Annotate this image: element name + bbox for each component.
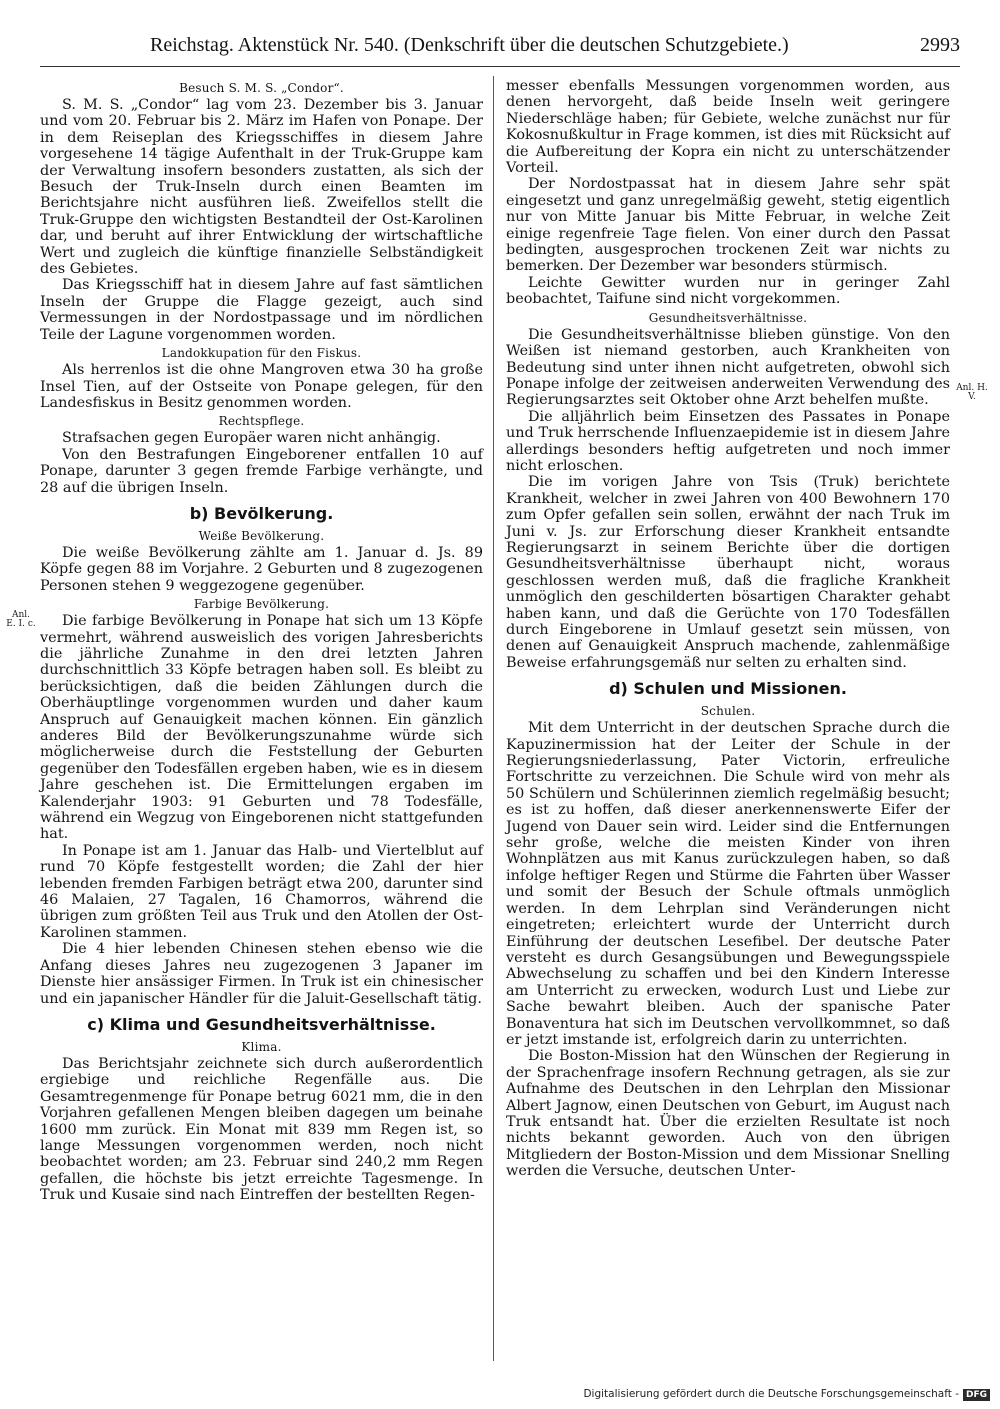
right-column [506,78,950,1180]
paragraph: Die Boston-Mission hat den Wünschen der Regierung in der Sprachenfrage insofern Rechnung getragen, als sie zur Aufnahme des Deutschen in den Lehrplan den Missionar Albert Jagnow, einen Deutschen von Geburt, im August nach Truk entsandt hat. Über die erzielten Resultate ist noch nichts bekannt geworden. Auch von den übrigen Mitgliedern der Boston-Mission und dem Missionar Snelling werden die Versuche, deutschen Unter- [506,1048,950,1180]
paragraph: Von den Bestrafungen Eingeborener entfallen 10 auf Ponape, darunter 3 gegen fremde Farbige verhängte, und 28 auf die übrigen Inseln. [40,446,483,496]
digitization-footer [583,1388,990,1401]
paragraph: Die Gesundheitsverhältnisse blieben günstige. Von den Weißen ist niemand gestorben, auch Krankheiten von Bedeutung sind unter ihnen nicht aufgetreten, obwohl sich Ponape infolge der zeitweisen anderweiten Verwendung des Regierungsarztes seit Oktober ohne Arzt behelfen mußte. [506,326,950,409]
paragraph: Die weiße Bevölkerung zählte am 1. Januar d. Js. 89 Köpfe gegen 88 im Vorjahre. 2 Geburten und 8 zugezogenen Personen stehen 9 weggezogene gegenüber. [40,544,483,594]
left-column [40,78,483,1204]
paragraph: Die 4 hier lebenden Chinesen stehen ebenso wie die Anfang dieses Jahres neu zugezogenen 3 Japaner im Dienste hier ansässiger Firmen. In Truk ist ein chinesischer und ein japanischer Händler für die Jaluit-Gesellschaft tätig. [40,941,483,1007]
margin-note-left: Anl. E. I. c. [6,610,36,629]
dfg-logo: DFG [963,1389,990,1401]
subheading: Klima. [241,1039,282,1054]
paragraph: Leichte Gewitter wurden nur in geringer Zahl beobachtet, Taifune sind nicht vorgekommen. [506,274,950,308]
paragraph: Das Kriegsschiff hat in diesem Jahre auf fast sämtlichen Inseln der Gruppe die Flagge gezeigt, auch sind Vermessungen in der Nordostpassage und im nördlichen Teile der Lagune vorgenommen worden. [40,277,483,343]
paragraph: messer ebenfalls Messungen vorgenommen worden, aus denen hervorgeht, daß beide Inseln weit geringere Niederschläge haben; für Gebiete, welche zunächst nur für Kokosnußkultur in Frage kommen, ist dies mit Rücksicht auf die Aufbereitung der Kopra ein nicht zu unterschätzender Vorteil. [506,78,950,177]
paragraph: Die im vorigen Jahre von Tsis (Truk) berichtete Krankheit, welcher in zwei Jahren von 400 Bewohnern 170 zum Opfer gefallen sein sollen, erwähnt der nach Truk im Juni v. Js. zur Erforschung dieser Krankheit entsandte Regierungsarzt in seinem Berichte über die dortigen Gesundheitsverhältnisse überhaupt nicht, woraus geschlossen werden muß, daß die fragliche Krankheit unmöglich den geschilderten bösartigen Charakter gehabt haben kann, und daß die Gerüchte von 170 Todesfällen durch Eingeborene in Umlauf gesetzt sein müssen, von denen auf Genauigkeit Anspruch machende, zahlenmäßige Beweise erfahrungsgemäß nur selten zu erhalten sind. [506,474,950,671]
subheading: Besuch S. M. S. „Condor“. [179,81,344,95]
column-divider [493,76,494,1361]
running-title: Reichstag. Aktenstück Nr. 540. (Denkschrift über die deutschen Schutzgebiete.) [150,34,789,56]
subheading: Landokkupation für den Fiskus. [161,346,362,361]
subheading: Gesundheitsverhältnisse. [648,310,808,325]
section-heading: b) Bevölkerung. [189,503,334,523]
margin-note-right: Anl. H. V. [956,383,988,402]
subheading: Farbige Bevölkerung. [193,597,330,612]
paragraph: In Ponape ist am 1. Januar das Halb- und Viertelblut auf rund 70 Köpfe festgestellt worden; die Zahl der hier lebenden fremden Farbigen beträgt etwa 200, darunter sind 46 Malaien, 27 Tagalen, 16 Chamorros, während die übrigen zum größten Teil aus Truk und den Atollen der Ost-Karolinen stammen. [40,842,483,941]
paragraph: Das Berichtsjahr zeichnete sich durch außerordentlich ergiebige und reichliche Regenfälle aus. Die Gesamtregenmenge für Ponape betrug 6021 mm, die in den Vorjahren gefallenen Mengen bleiben dagegen um beinahe 1600 mm zurück. Ein Monat mit 839 mm Regen ist, so lange Messungen vorgenommen werden, noch nicht beobachtet worden; am 23. Februar sind 240,2 mm Regen gefallen, die höchste bis jetzt erreichte Tagesmenge. In Truk und Kusaie sind nach Eintreffen der bestellten Regen- [40,1055,483,1204]
subheading: Weiße Bevölkerung. [198,528,325,543]
paragraph: Die farbige Bevölkerung in Ponape hat sich um 13 Köpfe vermehrt, während ausweislich des vorigen Jahresberichts die jährliche Zunahme in den drei letzten Jahren durchschnittlich 33 Köpfe betragen haben soll. Es bleibt zu berücksichtigen, daß die beiden Zählungen durch die Oberhäuptlinge vorgenommen wurden und daher kaum Anspruch auf Genauigkeit machen können. Ein gänzlich anderes Bild der Bevölkerungszunahme würde sich möglicherweise durch die Feststellung der Geburten gegenüber den Todesfällen ergeben haben, wie es in diesem Jahre geschehen ist. Die Ermittelungen ergaben im Kalenderjahr 1903: 91 Geburten und 78 Todesfälle, während ein Wegzug von Eingeborenen nicht stattgefunden hat. [40,613,483,843]
paragraph: Mit dem Unterricht in der deutschen Sprache durch die Kapuzinermission hat der Leiter der Schule in der Regierungsniederlassung, Pater Victorin, erfreuliche Fortschritte zu verzeichnen. Die Schule wird von mehr als 50 Schülern und Schülerinnen ziemlich regelmäßig besucht; es ist zu hoffen, daß dieser anerkennenswerte Eifer der Jugend von Dauer sein wird. Leider sind die Entfernungen sehr große, welche die meisten Kinder von ihren Wohnplätzen aus mit Kanus zurückzulegen haben, so daß infolge heftiger Regen und Stürme die Fahrten über Wasser und somit der Besuch der Schule oftmals unmöglich werden. In dem Lehrplan sind Veränderungen nicht eingetreten; erleichtert wurde der Unterricht durch Einführung der deutschen Lesefibel. Der deutsche Pater versteht es durch Gesangsübungen und Bewegungsspiele Abwechselung zu schaffen und bei den Kindern Interesse am Unterricht zu erwecken, wodurch Lust und Liebe zur Sache bewahrt bleiben. Auch der spanische Pater Bonaventura hat sich im Deutschen vervollkommnet, so daß er jetzt imstande ist, erfolgreich darin zu unterrichten. [506,720,950,1048]
paragraph: Als herrenlos ist die ohne Mangroven etwa 30 ha große Insel Tien, auf der Ostseite von Ponape gelegen, für den Landesfiskus in Besitz genommen worden. [40,362,483,411]
section-heading: c) Klima und Gesundheitsverhältnisse. [87,1014,436,1034]
page-header [40,30,960,67]
paragraph: S. M. S. „Condor“ lag vom 23. Dezember bis 3. Januar und vom 20. Februar bis 2. März im Hafen von Ponape. Der in dem Reiseplan des Kriegsschiffes in diesem Jahre vorgesehene 14 tägige Aufenthalt in der Truk-Gruppe kam der Verwaltung insofern besonders zustatten, als sich der Besuch der Truk-Inseln durch einen Beamten im Berichtsjahre nicht ausführen ließ. Zweifellos stellt die Truk-Gruppe den wichtigsten Bestandteil der Ost-Karolinen dar, und beruht auf ihrer Entwicklung der wirtschaftliche Wert und zugleich die künftige finanzielle Selbständigkeit des Gebietes. [40,97,483,278]
subheading: Rechtspflege. [218,414,305,429]
paragraph: Strafsachen gegen Europäer waren nicht anhängig. [62,430,441,447]
paragraph: Der Nordostpassat hat in diesem Jahre sehr spät eingesetzt und ganz unregelmäßig geweht, stetig eigentlich nur von Mitte Januar bis Mitte Februar, in welche Zeit einige regenfreie Tage fielen. Von einer durch den Passat bedingten, ausgesprochen trockenen Zeit war nichts zu bemerken. Der Dezember war besonders stürmisch. [506,176,950,275]
footer-text: Digitalisierung gefördert durch die Deutsche Forschungsgemeinschaft - [583,1388,959,1400]
section-heading: d) Schulen und Missionen. [609,679,847,699]
page-number: 2993 [920,34,960,56]
paragraph: Die alljährlich beim Einsetzen des Passates in Ponape und Truk herrschende Influenzaepidemie ist in diesem Jahre allerdings besonders heftig aufgetreten und noch immer nicht erloschen. [506,408,950,474]
subheading: Schulen. [700,704,756,719]
